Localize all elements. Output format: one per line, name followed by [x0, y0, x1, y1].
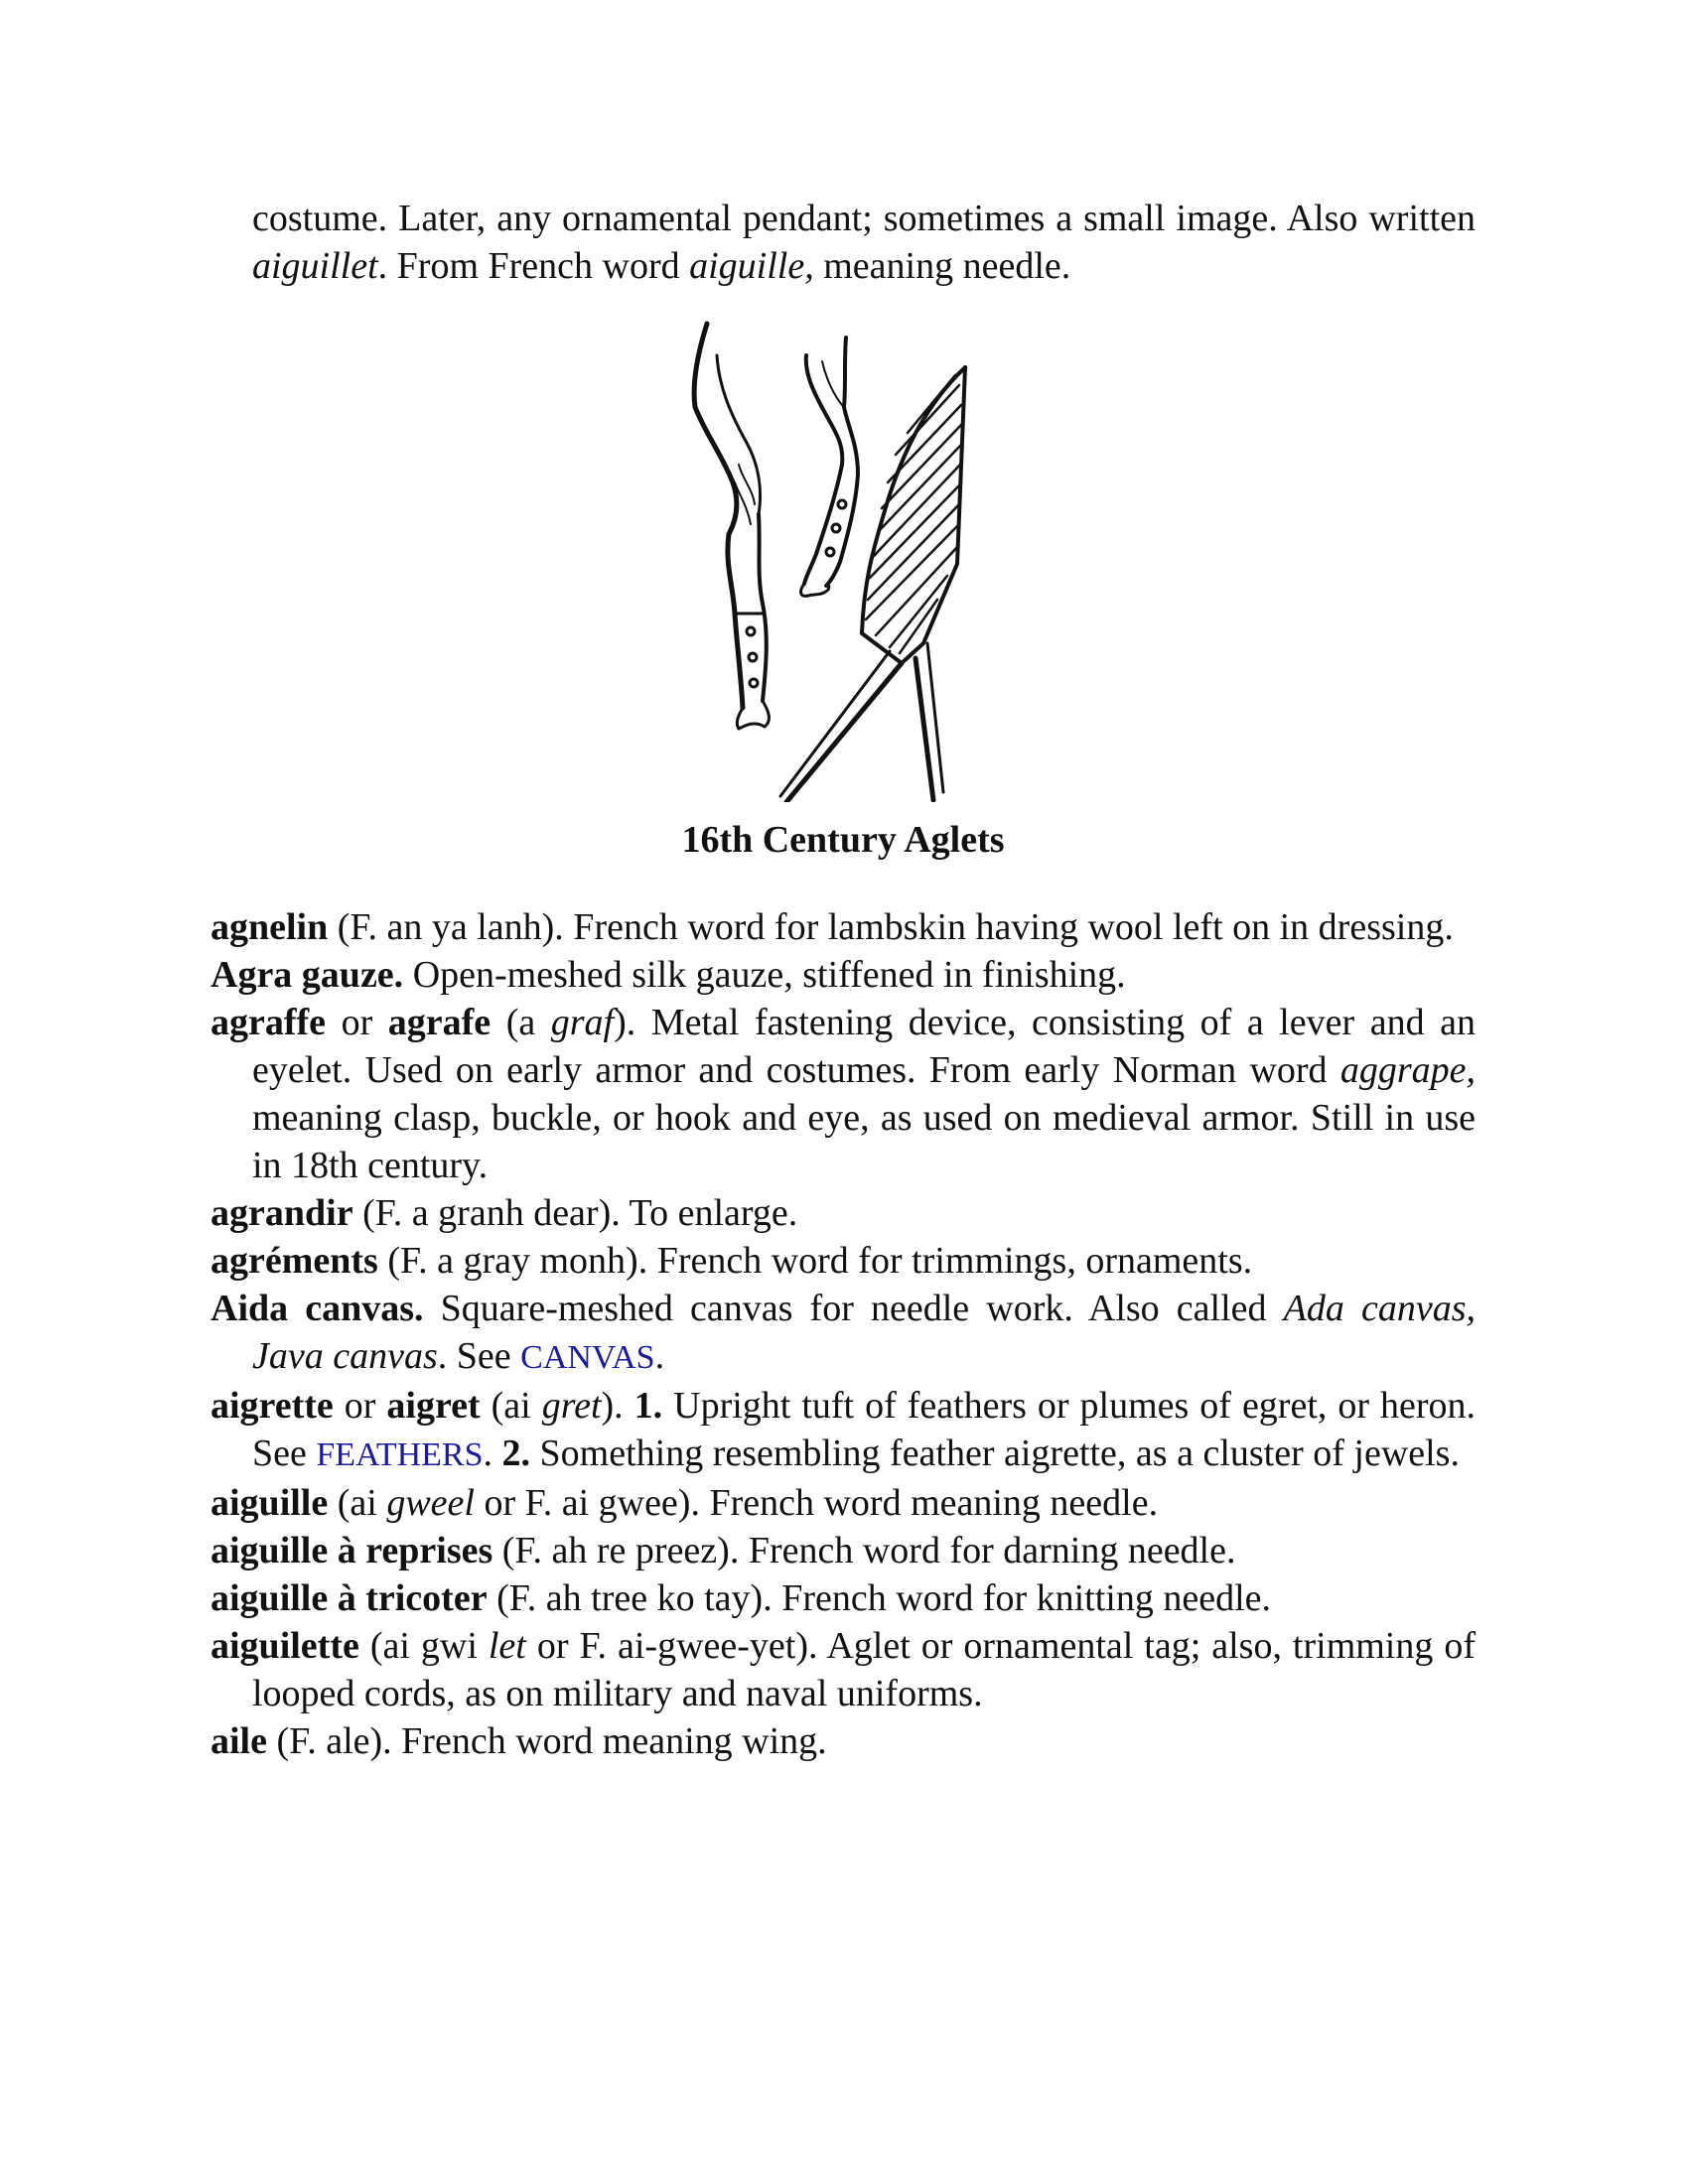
- headword: aiguilette: [211, 1625, 359, 1667]
- headword: Agra gauze.: [211, 954, 404, 996]
- headword: aigrette: [211, 1385, 334, 1427]
- headword: aile: [211, 1720, 267, 1762]
- headword: aiguille à tricoter: [211, 1577, 488, 1619]
- entry-aida-canvas: Aida canvas. Square-meshed canvas for needle work. Also called Ada canvas, Java canvas. See CANVAS.: [211, 1288, 1477, 1377]
- entry-aile: aile (F. ale). French word meaning wing.: [211, 1720, 827, 1762]
- entry-aiguille-a-reprises: aiguille à reprises (F. ah re preez). French word for darning needle.: [211, 1530, 1236, 1571]
- headword: agnelin: [211, 906, 329, 948]
- sense-number: 2.: [501, 1433, 531, 1474]
- headword: aiguille à reprises: [211, 1530, 493, 1571]
- entry-aiguille: aiguille (ai gweel or F. ai gwee). French word meaning needle.: [211, 1482, 1159, 1524]
- figure-caption: 16th Century Aglets: [681, 819, 1005, 861]
- headword: aiguille: [211, 1482, 329, 1524]
- headword: agréments: [211, 1240, 378, 1282]
- headword-variant: agrafe: [387, 1002, 492, 1043]
- entry-aigrette: aigrette or aigret (ai gret). 1. Upright tuft of feathers or plumes of egret, or heron. See FEATHERS. 2. Something resembling feather aigrette, as a cluster of jewels.: [211, 1385, 1477, 1474]
- entry-agrements: agréments (F. a gray monh). French word for trimmings, ornaments.: [211, 1240, 1253, 1282]
- cross-reference-link[interactable]: FEATHERS: [316, 1436, 484, 1473]
- entry-agnelin: agnelin (F. an ya lanh). French word for lambskin having wool left on in dressing.: [211, 906, 1454, 948]
- entry-aiguille-a-tricoter: aiguille à tricoter (F. ah tree ko tay). French word for knitting needle.: [211, 1577, 1272, 1619]
- dictionary-page: [211, 195, 1476, 1765]
- headword: agrandir: [211, 1192, 353, 1234]
- entry-agra-gauze: Agra gauze. Open-meshed silk gauze, stiffened in finishing.: [211, 954, 1126, 996]
- sense-number: 1.: [633, 1385, 663, 1427]
- headword-variant: aigret: [386, 1385, 481, 1427]
- headword: agraffe: [211, 1002, 327, 1043]
- figure: [211, 290, 1476, 816]
- aglets-illustration-icon: [677, 316, 975, 802]
- entry-aiguilette: aiguilette (ai gwi let or F. ai-gwee-yet). Aglet or ornamental tag; also, trimming of looped cords, as on military and naval uniforms.: [211, 1625, 1476, 1714]
- headword: Aida canvas.: [211, 1288, 424, 1329]
- entry-agrandir: agrandir (F. a granh dear). To enlarge.: [211, 1192, 798, 1234]
- continued-entry: costume. Later, any ornamental pendant; sometimes a small image. Also written aiguillet. From French word aiguille, meaning needle.: [252, 198, 1476, 287]
- cross-reference-link[interactable]: CANVAS: [520, 1339, 655, 1376]
- entry-agraffe: agraffe or agrafe (a graf). Metal fastening device, consisting of a lever and an eyelet. Used on early armor and costumes. From early Norman word aggrape, meaning clasp, buckle, or hook and eye, as used on medieval armor. Still in use in 18th century.: [211, 1002, 1476, 1186]
